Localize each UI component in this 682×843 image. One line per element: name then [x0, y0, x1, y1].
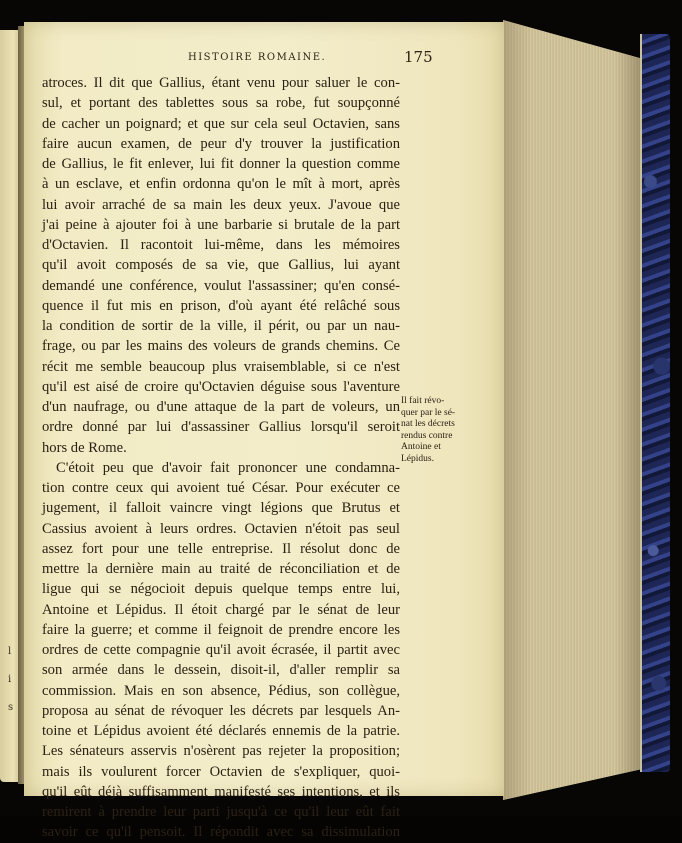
text-line: qu'il eût déjà suffisamment manifesté ses intentions, et ils: [42, 783, 400, 800]
left-page-fragment: s: [8, 702, 14, 713]
text-line: hors de Rome.: [42, 439, 127, 456]
left-page-fragment: i: [8, 674, 12, 685]
text-line: Antoine et Lépidus. Il étoit chargé par le sénat de leur: [42, 601, 400, 618]
text-line: à un esclave, et enfin ordonna qu'on le mît à mort, après: [42, 176, 400, 193]
text-line: faire la guerre; et comme il feignoit de prendre encore les: [42, 621, 400, 638]
text-line: assez fort pour une telle entreprise. Il résolut donc de: [42, 540, 400, 557]
text-line: commission. Mais en son absence, Pédius, son collègue,: [42, 682, 400, 699]
marginal-line: Lépidus.: [401, 453, 434, 464]
left-page-fragment: l: [8, 646, 12, 657]
text-line: C'étoit peu que d'avoir fait prononcer une condamna-: [56, 459, 400, 476]
text-line: de Gallius, le fit enlever, lui fit donner la question comme: [42, 156, 400, 172]
text-line: Les sénateurs asservis n'osèrent pas rejeter la proposition;: [42, 743, 400, 760]
text-line: Cassius avoient à leurs ordres. Octavien n'étoit pas seul: [42, 520, 400, 537]
text-line: atroces. Il dit que Gallius, étant venu pour saluer le con-: [42, 75, 400, 91]
text-line: toine et Lépidus avoient été déclarés ennemis de la patrie.: [42, 723, 400, 739]
text-line: ligue qui se négocioit depuis quelque temps entre lui,: [42, 581, 400, 598]
text-line: d'Octavien. Il racontoit lui-même, dans les mémoires: [42, 237, 400, 253]
body-text: [42, 73, 400, 843]
text-line: récit me semble beaucoup plus vraisemblable, si ce n'est: [42, 358, 400, 375]
text-line: savoir ce qu'il pensoit. Il répondit avec sa dissimulation: [42, 824, 400, 841]
text-line: quence il fut mis en prison, d'où ayant été relâché sous: [42, 297, 400, 314]
page-edges: [503, 20, 643, 800]
text-line: d'un naufrage, ou d'une attaque de la part de voleurs, un: [42, 399, 400, 415]
text-line: qu'il avoit composés de sa vie, que Gallius, lui ayant: [42, 257, 400, 274]
page-number: 175: [404, 48, 433, 66]
text-line: frage, ou par les mains des voleurs de grands chemins. Ce: [42, 338, 400, 355]
text-line: ordre donné par lui d'assassiner Gallius lorsqu'il seroit: [42, 419, 400, 436]
marginal-line: nat les décrets: [401, 419, 455, 429]
text-line: remirent à prendre leur parti jusqu'à ce qu'il leur eût fait: [42, 804, 400, 820]
text-line: de cacher un poignard; et que sur cela seul Octavien, sans: [42, 115, 400, 132]
marginal-note: [401, 396, 465, 465]
marginal-line: rendus contre: [401, 430, 453, 441]
text-line: faire aucun examen, de peur d'y trouver la justification: [42, 135, 400, 152]
text-line: son armée dans le dessein, disoit-il, d'aller remplir sa: [42, 662, 400, 679]
text-line: ordres de cette compagnie qu'il avoit écrasée, il partit avec: [42, 642, 400, 658]
text-line: jugement, il falloit vaincre vingt légions que Brutus et: [42, 500, 400, 517]
text-line: sul, et portant des tablettes sous sa robe, fut soupçonné: [42, 95, 400, 112]
text-line: tion contre ceux qui avoient tué César. Pour exécuter ce: [42, 480, 400, 496]
text-line: qu'il est aisé de croire qu'Octavien déguise sous l'aventure: [42, 378, 400, 395]
marginal-line: Il fait révo-: [401, 396, 445, 406]
text-line: la condition de sortir de la ville, il périt, ou par un nau-: [42, 318, 400, 334]
text-line: lui avoir arraché de sa main les deux yeux. J'avoue que: [42, 196, 400, 213]
text-line: demandé une conférence, voulut l'assassiner; qu'en consé-: [42, 277, 400, 294]
marbled-cover: [640, 34, 670, 772]
text-line: mais ils voulurent forcer Octavien de s'expliquer, quoi-: [42, 763, 400, 780]
marginal-line: quer par le sé-: [401, 407, 456, 418]
text-line: mettre la dernière main au traité de réconciliation et de: [42, 561, 400, 577]
text-line: proposa au sénat de révoquer les décrets par lesquels An-: [42, 702, 400, 719]
text-line: j'ai peine à ajouter foi à une barbarie si brutale de la part: [42, 216, 400, 233]
running-head: HISTOIRE ROMAINE.: [188, 52, 327, 63]
marginal-line: Antoine et: [401, 442, 441, 452]
printed-page: [24, 22, 504, 841]
